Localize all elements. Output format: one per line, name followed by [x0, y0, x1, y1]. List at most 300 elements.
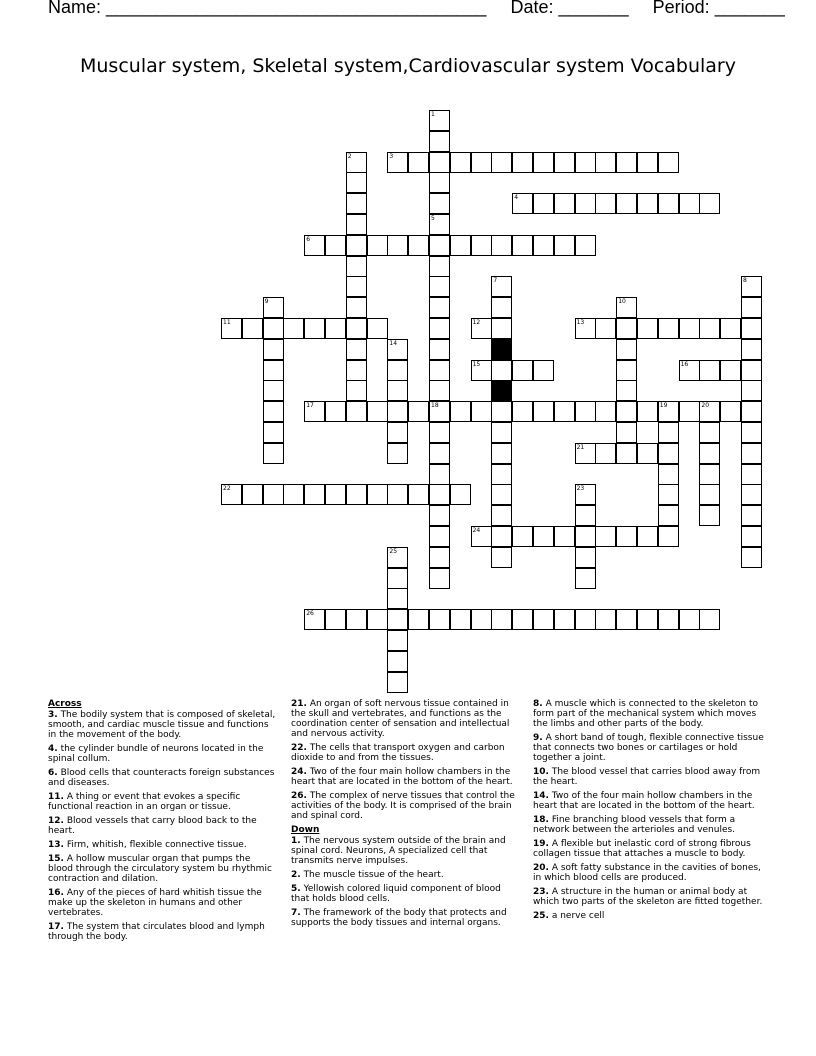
crossword-cell[interactable] — [346, 276, 367, 297]
crossword-cell[interactable] — [616, 193, 637, 214]
crossword-cell[interactable] — [242, 484, 263, 505]
clue-item — [291, 767, 521, 787]
clue-item — [533, 791, 765, 811]
crossword-cell[interactable] — [575, 318, 596, 339]
crossword-cell[interactable] — [575, 193, 596, 214]
crossword-cell[interactable] — [616, 443, 637, 464]
clue-item-text: a nerve cell — [551, 911, 605, 921]
crossword-cell[interactable] — [554, 401, 575, 422]
crossword-cell[interactable] — [408, 484, 429, 505]
crossword-cell[interactable] — [616, 401, 637, 422]
clue-item-text: A short band of tough, flexible connective tissue that connects two bones or cartilages or hold together a joint. — [533, 733, 764, 763]
clue-item-text: Blood vessels that carry blood back to the heart. — [48, 816, 257, 836]
crossword-cell[interactable] — [699, 360, 720, 381]
clue-item-number: 4. — [48, 744, 58, 754]
crossword-cell[interactable] — [429, 505, 450, 526]
clue-number: 21 — [576, 443, 585, 451]
crossword-cell[interactable] — [346, 339, 367, 360]
crossword-cell[interactable] — [512, 609, 533, 630]
clue-item — [533, 815, 765, 835]
crossword-cell[interactable] — [471, 401, 492, 422]
clue-item — [48, 744, 276, 764]
clue-number: 25 — [389, 547, 398, 555]
crossword-cell[interactable] — [595, 152, 616, 173]
crossword-cell[interactable] — [429, 484, 450, 505]
crossword-cell[interactable] — [283, 484, 304, 505]
crossword-cell[interactable] — [554, 235, 575, 256]
down-heading: Down — [291, 825, 320, 835]
crossword-cell[interactable] — [512, 193, 533, 214]
clue-item-text: A structure in the human or animal body at which two parts of the skeleton are fitted together. — [533, 887, 763, 907]
crossword-cell[interactable] — [429, 526, 450, 547]
clue-number: 6 — [306, 235, 311, 243]
crossword-cell[interactable] — [304, 318, 325, 339]
clue-number: 15 — [472, 360, 481, 368]
crossword-cell[interactable] — [575, 547, 596, 568]
clue-item — [291, 870, 521, 880]
crossword-cell[interactable] — [720, 401, 741, 422]
crossword-cell[interactable] — [658, 609, 679, 630]
clue-item-number: 21. — [291, 699, 307, 709]
date-label: Date: — [510, 0, 554, 17]
crossword-cell[interactable] — [491, 318, 512, 339]
crossword-cell[interactable] — [595, 443, 616, 464]
crossword-cell[interactable] — [595, 318, 616, 339]
clue-item — [291, 884, 521, 904]
crossword-cell[interactable] — [575, 484, 596, 505]
crossword-cell[interactable] — [533, 526, 554, 547]
crossword-cell[interactable] — [491, 360, 512, 381]
crossword-cell[interactable] — [658, 484, 679, 505]
crossword-cell[interactable] — [450, 401, 471, 422]
crossword-cell[interactable] — [471, 526, 492, 547]
clue-item-text: A soft fatty substance in the cavities of bones, in which blood cells are produced. — [533, 863, 761, 883]
crossword-cell[interactable] — [304, 235, 325, 256]
clue-item-text: the cylinder bundle of neurons located in the spinal collum. — [48, 744, 264, 764]
crossword-cell[interactable] — [575, 401, 596, 422]
clue-item — [291, 908, 521, 928]
crossword-cell[interactable] — [512, 401, 533, 422]
crossword-cell[interactable] — [429, 609, 450, 630]
crossword-cell[interactable] — [533, 152, 554, 173]
crossword-cell[interactable] — [679, 401, 700, 422]
crossword-cell[interactable] — [595, 401, 616, 422]
crossword-cell[interactable] — [408, 609, 429, 630]
crossword-cell[interactable] — [471, 318, 492, 339]
crossword-cell[interactable] — [346, 484, 367, 505]
clue-item-text: Blood cells that counteracts foreign substances and diseases. — [48, 768, 275, 788]
crossword-cell[interactable] — [575, 443, 596, 464]
crossword-cell[interactable] — [471, 235, 492, 256]
crossword-cell[interactable] — [512, 526, 533, 547]
crossword-cell[interactable] — [658, 526, 679, 547]
crossword-cell[interactable] — [408, 152, 429, 173]
crossword-cell[interactable] — [512, 152, 533, 173]
crossword-cell[interactable] — [263, 339, 284, 360]
crossword-cell[interactable] — [242, 318, 263, 339]
crossword-cell[interactable] — [387, 484, 408, 505]
clues-column-1 — [48, 699, 276, 946]
crossword-cell[interactable] — [429, 380, 450, 401]
crossword-cell[interactable] — [387, 360, 408, 381]
crossword-cell[interactable] — [658, 318, 679, 339]
crossword-cell[interactable] — [387, 588, 408, 609]
clue-item-number: 10. — [533, 767, 549, 777]
crossword-cell[interactable] — [263, 422, 284, 443]
crossword-cell[interactable] — [346, 380, 367, 401]
crossword-cell[interactable] — [346, 609, 367, 630]
crossword-cell[interactable] — [741, 443, 762, 464]
crossword-cell[interactable] — [741, 401, 762, 422]
crossword-cell[interactable] — [429, 297, 450, 318]
crossword-cell[interactable] — [429, 276, 450, 297]
crossword-cell[interactable] — [346, 172, 367, 193]
crossword-cell[interactable] — [346, 360, 367, 381]
crossword-cell[interactable] — [367, 235, 388, 256]
crossword-cell[interactable] — [741, 276, 762, 297]
crossword-cell[interactable] — [491, 609, 512, 630]
clue-number: 14 — [389, 339, 398, 347]
crossword-cell[interactable] — [304, 484, 325, 505]
crossword-cell[interactable] — [429, 110, 450, 131]
crossword-cell[interactable] — [741, 339, 762, 360]
crossword-cell[interactable] — [741, 380, 762, 401]
crossword-cell[interactable] — [679, 193, 700, 214]
crossword-cell[interactable] — [491, 297, 512, 318]
crossword-cell[interactable] — [637, 318, 658, 339]
clue-item-text: Two of the four main hollow chambers in the heart that are located in the bottom of the heart. — [291, 767, 513, 787]
blocked-cell — [491, 339, 512, 360]
clue-item-number: 2. — [291, 870, 301, 880]
date-line[interactable]: _______ — [558, 0, 629, 17]
crossword-cell[interactable] — [491, 484, 512, 505]
crossword-cell[interactable] — [387, 401, 408, 422]
crossword-cell[interactable] — [616, 422, 637, 443]
crossword-cell[interactable] — [658, 443, 679, 464]
crossword-cell[interactable] — [429, 547, 450, 568]
crossword-cell[interactable] — [346, 297, 367, 318]
crossword-cell[interactable] — [533, 193, 554, 214]
crossword-cell[interactable] — [429, 235, 450, 256]
crossword-cell[interactable] — [616, 318, 637, 339]
crossword-cell[interactable] — [575, 609, 596, 630]
crossword-cell[interactable] — [679, 318, 700, 339]
crossword-cell[interactable] — [741, 505, 762, 526]
crossword-cell[interactable] — [637, 152, 658, 173]
crossword-cell[interactable] — [720, 360, 741, 381]
clue-item — [48, 710, 276, 740]
crossword-cell[interactable] — [491, 152, 512, 173]
crossword-cell[interactable] — [429, 339, 450, 360]
crossword-cell[interactable] — [658, 193, 679, 214]
crossword-cell[interactable] — [387, 235, 408, 256]
crossword-cell[interactable] — [387, 630, 408, 651]
crossword-cell[interactable] — [263, 484, 284, 505]
crossword-cell[interactable] — [221, 484, 242, 505]
clue-number: 26 — [306, 610, 314, 618]
clue-item-number: 1. — [291, 836, 301, 846]
crossword-cell[interactable] — [367, 609, 388, 630]
crossword-cell[interactable] — [387, 422, 408, 443]
crossword-cell[interactable] — [637, 609, 658, 630]
clue-item-number: 25. — [533, 911, 549, 921]
crossword-cell[interactable] — [471, 609, 492, 630]
clue-number: 8 — [743, 277, 747, 285]
crossword-cell[interactable] — [450, 609, 471, 630]
crossword-cell[interactable] — [658, 401, 679, 422]
name-label: Name: — [48, 0, 102, 17]
crossword-cell[interactable] — [595, 609, 616, 630]
clue-item — [533, 767, 765, 787]
clue-number: 1 — [431, 111, 435, 118]
clue-item — [291, 743, 521, 763]
clue-item-text: The framework of the body that protects and supports the body tissues and internal organs. — [291, 908, 507, 928]
crossword-cell[interactable] — [575, 526, 596, 547]
crossword-cell[interactable] — [325, 484, 346, 505]
crossword-cell[interactable] — [741, 526, 762, 547]
crossword-cell[interactable] — [699, 401, 720, 422]
crossword-cell[interactable] — [263, 443, 284, 464]
crossword-cell[interactable] — [658, 152, 679, 173]
clue-item — [533, 699, 765, 729]
clue-item-text: A flexible but inelastic cord of strong fibrous collagen tissue that attaches a muscle to body. — [533, 839, 751, 859]
crossword-cell[interactable] — [263, 401, 284, 422]
clue-item-text: The blood vessel that carries blood away from the heart. — [533, 767, 761, 787]
crossword-cell[interactable] — [658, 422, 679, 443]
crossword-cell[interactable] — [387, 672, 408, 693]
crossword-cell[interactable] — [699, 193, 720, 214]
crossword-cell[interactable] — [699, 609, 720, 630]
crossword-cell[interactable] — [387, 609, 408, 630]
crossword-cell[interactable] — [263, 318, 284, 339]
crossword-cell[interactable] — [429, 172, 450, 193]
crossword-cell[interactable] — [221, 318, 242, 339]
clue-item-text: Yellowish colored liquid component of blood that holds blood cells. — [291, 884, 501, 904]
crossword-cell[interactable] — [616, 152, 637, 173]
crossword-cell[interactable] — [741, 422, 762, 443]
crossword-cell[interactable] — [533, 401, 554, 422]
crossword-cell[interactable] — [616, 297, 637, 318]
crossword-cell[interactable] — [283, 318, 304, 339]
crossword-cell[interactable] — [387, 152, 408, 173]
crossword-cell[interactable] — [491, 401, 512, 422]
crossword-cell[interactable] — [699, 464, 720, 485]
crossword-cell[interactable] — [429, 443, 450, 464]
crossword-cell[interactable] — [491, 547, 512, 568]
crossword-cell[interactable] — [575, 235, 596, 256]
clue-number: 7 — [493, 277, 498, 285]
crossword-cell[interactable] — [450, 152, 471, 173]
crossword-cell[interactable] — [325, 235, 346, 256]
clue-item-text: An organ of soft nervous tissue contained in the skull and vertebrates, and functions as the coordination center of sensation and intellectual and nervous activity. — [291, 699, 510, 739]
crossword-cell[interactable] — [471, 360, 492, 381]
crossword-cell[interactable] — [346, 401, 367, 422]
crossword-cell[interactable] — [429, 318, 450, 339]
crossword-cell[interactable] — [720, 318, 741, 339]
crossword-cell[interactable] — [554, 526, 575, 547]
crossword-cell[interactable] — [637, 401, 658, 422]
crossword-cell[interactable] — [263, 360, 284, 381]
crossword-cell[interactable] — [554, 152, 575, 173]
clue-number: 16 — [680, 360, 689, 368]
crossword-cell[interactable] — [429, 422, 450, 443]
page-title: Muscular system, Skeletal system,Cardiovascular system Vocabulary — [80, 55, 736, 77]
clue-number: 22 — [223, 485, 231, 493]
clue-number: 11 — [223, 319, 231, 326]
crossword-cell[interactable] — [699, 443, 720, 464]
clue-item-text: Firm, whitish, flexible connective tissue. — [66, 840, 247, 850]
blocked-cell — [491, 380, 512, 401]
crossword-cell[interactable] — [679, 609, 700, 630]
crossword-cell[interactable] — [699, 505, 720, 526]
crossword-cell[interactable] — [741, 547, 762, 568]
crossword-cell[interactable] — [367, 318, 388, 339]
crossword-cell[interactable] — [658, 505, 679, 526]
crossword-cell[interactable] — [637, 443, 658, 464]
crossword-cell[interactable] — [491, 464, 512, 485]
clue-item-number: 12. — [48, 816, 64, 826]
crossword-cell[interactable] — [325, 401, 346, 422]
crossword-cell[interactable] — [387, 547, 408, 568]
crossword-cell[interactable] — [491, 235, 512, 256]
crossword-cell[interactable] — [741, 318, 762, 339]
crossword-cell[interactable] — [325, 609, 346, 630]
crossword-cell[interactable] — [637, 526, 658, 547]
crossword-cell[interactable] — [387, 443, 408, 464]
crossword-cell[interactable] — [575, 505, 596, 526]
crossword-cell[interactable] — [408, 401, 429, 422]
crossword-cell[interactable] — [616, 609, 637, 630]
clue-item — [48, 816, 276, 836]
clue-item — [533, 887, 765, 907]
crossword-cell[interactable] — [595, 526, 616, 547]
crossword-cell[interactable] — [387, 339, 408, 360]
crossword-cell[interactable] — [637, 193, 658, 214]
crossword-cell[interactable] — [429, 360, 450, 381]
clues-column-3 — [533, 699, 765, 925]
clue-item-number: 13. — [48, 840, 64, 850]
clue-item — [291, 836, 521, 866]
crossword-cell[interactable] — [741, 360, 762, 381]
crossword-cell[interactable] — [346, 256, 367, 277]
crossword-cell[interactable] — [263, 380, 284, 401]
clue-number: 4 — [514, 194, 519, 202]
crossword-cell[interactable] — [450, 484, 471, 505]
crossword-cell[interactable] — [263, 297, 284, 318]
crossword-cell[interactable] — [367, 401, 388, 422]
crossword-cell[interactable] — [595, 193, 616, 214]
crossword-cell[interactable] — [491, 505, 512, 526]
crossword-cell[interactable] — [346, 152, 367, 173]
crossword-cell[interactable] — [699, 318, 720, 339]
clue-item-number: 26. — [291, 791, 307, 801]
crossword-cell[interactable] — [429, 131, 450, 152]
crossword-cell[interactable] — [658, 464, 679, 485]
crossword-cell[interactable] — [429, 214, 450, 235]
crossword-cell[interactable] — [512, 235, 533, 256]
clue-number: 5 — [431, 215, 435, 222]
clue-item-text: Fine branching blood vessels that form a network between the arterioles and venules. — [533, 815, 736, 835]
crossword-cell[interactable] — [616, 380, 637, 401]
clue-item — [291, 791, 521, 821]
name-line[interactable]: ______________________________________ — [106, 0, 487, 17]
crossword-cell[interactable] — [699, 484, 720, 505]
clue-item-number: 20. — [533, 863, 549, 873]
crossword-cell[interactable] — [471, 152, 492, 173]
crossword-cell[interactable] — [741, 484, 762, 505]
crossword-cell[interactable] — [346, 235, 367, 256]
crossword-cell[interactable] — [533, 609, 554, 630]
crossword-cell[interactable] — [304, 609, 325, 630]
clue-number: 13 — [576, 319, 585, 326]
crossword-cell[interactable] — [346, 193, 367, 214]
crossword-cell[interactable] — [429, 464, 450, 485]
crossword-cell[interactable] — [346, 318, 367, 339]
crossword-cell[interactable] — [741, 297, 762, 318]
crossword-cell[interactable] — [699, 422, 720, 443]
crossword-cell[interactable] — [429, 401, 450, 422]
crossword-cell[interactable] — [387, 568, 408, 589]
crossword-cell[interactable] — [616, 360, 637, 381]
crossword-cell[interactable] — [429, 568, 450, 589]
clue-number: 24 — [472, 527, 481, 534]
clue-item — [291, 699, 521, 739]
crossword-cell[interactable] — [512, 360, 533, 381]
crossword-cell[interactable] — [325, 318, 346, 339]
crossword-cell[interactable] — [533, 235, 554, 256]
crossword-cell[interactable] — [491, 526, 512, 547]
crossword-cell[interactable] — [387, 380, 408, 401]
crossword-cell[interactable] — [387, 651, 408, 672]
crossword-cell[interactable] — [304, 401, 325, 422]
crossword-cell[interactable] — [491, 443, 512, 464]
clue-number: 9 — [264, 298, 269, 306]
crossword-cell[interactable] — [491, 422, 512, 443]
crossword-cell[interactable] — [346, 214, 367, 235]
crossword-cell[interactable] — [741, 464, 762, 485]
crossword-cell[interactable] — [616, 339, 637, 360]
clue-number: 10 — [618, 298, 626, 306]
crossword-cell[interactable] — [367, 484, 388, 505]
crossword-cell[interactable] — [533, 360, 554, 381]
crossword-cell[interactable] — [429, 152, 450, 173]
clue-number: 3 — [389, 152, 394, 160]
crossword-cell[interactable] — [575, 568, 596, 589]
clue-item-number: 15. — [48, 854, 64, 864]
crossword-cell[interactable] — [429, 193, 450, 214]
clue-item-number: 8. — [533, 699, 543, 709]
clue-item — [533, 911, 765, 921]
clue-item-number: 22. — [291, 743, 307, 753]
clue-item-number: 7. — [291, 908, 301, 918]
crossword-cell[interactable] — [491, 276, 512, 297]
crossword-cell[interactable] — [575, 152, 596, 173]
crossword-cell[interactable] — [554, 193, 575, 214]
crossword-cell[interactable] — [408, 235, 429, 256]
clue-item — [48, 768, 276, 788]
crossword-cell[interactable] — [450, 235, 471, 256]
period-line[interactable]: _______ — [714, 0, 785, 17]
crossword-cell[interactable] — [554, 609, 575, 630]
clue-item-number: 18. — [533, 815, 549, 825]
crossword-cell[interactable] — [679, 360, 700, 381]
clue-item-number: 5. — [291, 884, 301, 894]
clue-item — [48, 792, 276, 812]
crossword-cell[interactable] — [616, 526, 637, 547]
clue-item — [48, 854, 276, 884]
crossword-cell[interactable] — [429, 256, 450, 277]
period-label: Period: — [652, 0, 710, 17]
